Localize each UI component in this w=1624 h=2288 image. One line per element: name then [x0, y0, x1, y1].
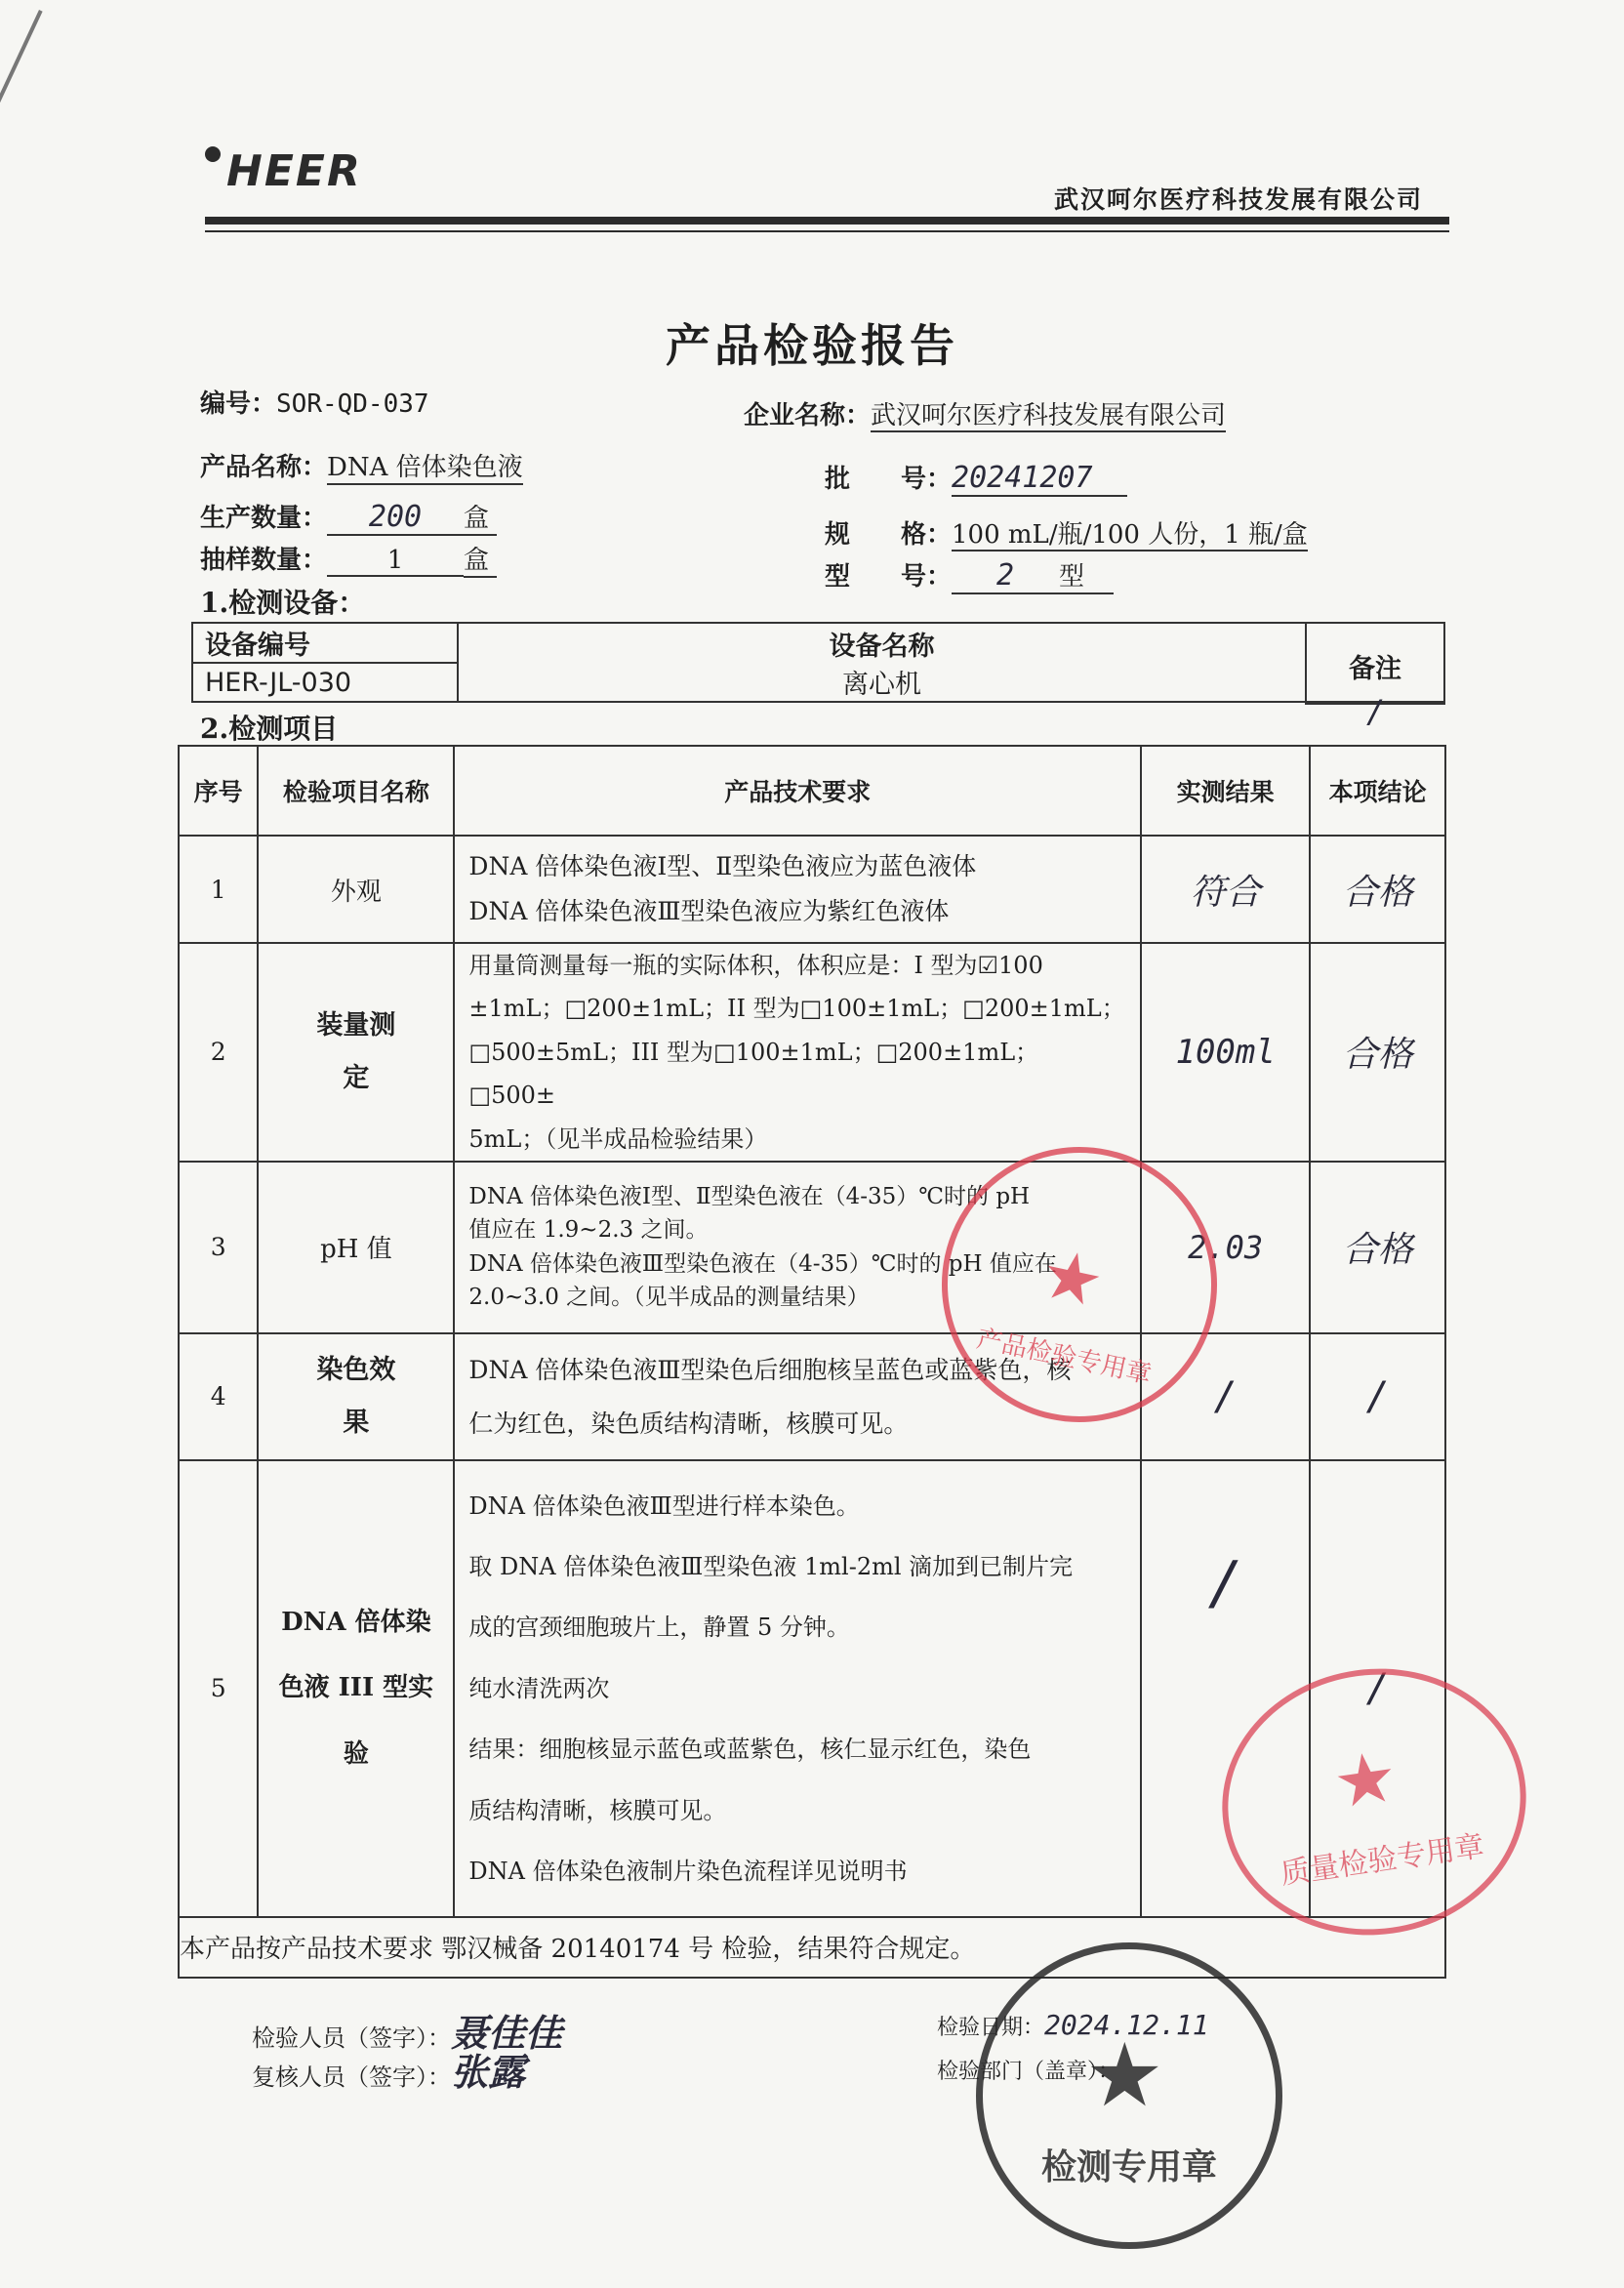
- section-equipment-title: 1.检测设备：: [200, 587, 366, 619]
- table-row: 1 外观 DNA 倍体染色液Ⅰ型、Ⅱ型染色液应为蓝色液体 DNA 倍体染色液Ⅲ型染色液应为紫红色液体 符合 合格: [179, 836, 1445, 943]
- col-item-name: 检验项目名称: [258, 746, 454, 836]
- col-conclusion: 本项结论: [1310, 746, 1445, 836]
- equipment-col-note: 备注: [1306, 623, 1444, 702]
- inspection-dept: 检验部门（盖章）：: [937, 2060, 1120, 2084]
- header-rule-thin: [205, 230, 1449, 232]
- scan-mark: [0, 10, 43, 232]
- product-name: 产品名称：DNA 倍体染色液: [200, 447, 523, 485]
- equipment-id: HER-JL-030: [192, 663, 458, 702]
- conclusion-value: 合格: [1310, 1162, 1445, 1333]
- col-no: 序号: [179, 746, 258, 836]
- conclusion-value: 合格: [1310, 836, 1445, 943]
- result-value: /: [1141, 1333, 1310, 1460]
- conclusion-value: /: [1310, 1460, 1445, 1917]
- stamp-star-icon: ★: [1328, 1734, 1402, 1825]
- inspector: 检验人员（签字）：聂佳佳: [252, 2012, 563, 2055]
- production-qty: 生产数量： 200 盒: [200, 498, 497, 536]
- batch: 批 号：20241207: [825, 459, 1127, 497]
- header-rule-thick: [205, 217, 1449, 225]
- spec: 规 格：100 mL/瓶/100 人份，1 瓶/盒: [825, 520, 1308, 550]
- model: 型 号： 2 型: [825, 556, 1114, 594]
- stamp-star-icon: ★: [1034, 1232, 1111, 1324]
- equipment-col-name: 设备名称: [458, 623, 1306, 663]
- result-value: /: [1141, 1460, 1310, 1917]
- requirement-text: DNA 倍体染色液Ⅲ型染色后细胞核呈蓝色或蓝紫色，核 仁为红色，染色质结构清晰，核膜可见。: [454, 1333, 1141, 1460]
- requirement-text: DNA 倍体染色液Ⅰ型、Ⅱ型染色液在（4-35）℃时的 pH 值应在 1.9~2.3 之间。 DNA 倍体染色液Ⅲ型染色液在（4-35）℃时的 pH 值应在 2.0~3.0 之间。（见半成品的测量结果）: [454, 1162, 1141, 1333]
- company-logo: HEER: [205, 146, 362, 196]
- enterprise: 企业名称：武汉呵尔医疗科技发展有限公司: [744, 401, 1227, 430]
- equipment-col-id: 设备编号: [192, 623, 458, 663]
- requirement-text: 用量筒测量每一瓶的实际体积，体积应是：I 型为☑100 ±1mL；□200±1mL；II 型为□100±1mL；□200±1mL； □500±5mL；III 型为□100±1mL；□200±1mL； □500± 5mL；（见半成品检验结果）: [454, 943, 1141, 1162]
- conclusion-value: 合格: [1310, 943, 1445, 1162]
- inspection-date: 检验日期：2024.12.11: [937, 2009, 1209, 2041]
- equipment-note-value: /: [1366, 693, 1386, 730]
- stamp-testing-dedicated: ★ 检测专用章: [976, 1942, 1282, 2249]
- logo-dot-icon: [205, 146, 221, 162]
- stamp-star-icon: ★: [1085, 2024, 1164, 2127]
- sample-qty: 抽样数量： 1 盒: [200, 540, 497, 578]
- result-value: 符合: [1141, 836, 1310, 943]
- table-row: 2 装量测定 用量筒测量每一瓶的实际体积，体积应是：I 型为☑100 ±1mL；□200±1mL；II 型为□100±1mL；□200±1mL； □500±5mL；III 型为□100±1mL；□200±1mL； □500± 5mL；（见半成品检验结果） 100ml 合格: [179, 943, 1445, 1162]
- table-row: 3 pH 值 DNA 倍体染色液Ⅰ型、Ⅱ型染色液在（4-35）℃时的 pH 值应在 1.9~2.3 之间。 DNA 倍体染色液Ⅲ型染色液在（4-35）℃时的 pH 值应在 2.0~3.0 之间。（见半成品的测量结果） 2.03 合格: [179, 1162, 1445, 1333]
- col-requirement: 产品技术要求: [454, 746, 1141, 836]
- result-value: 100ml: [1141, 943, 1310, 1162]
- stamp-product-inspection: ★ 产品检验专用章: [916, 1122, 1242, 1448]
- header-company: 武汉呵尔医疗科技发展有限公司: [1054, 185, 1424, 214]
- equipment-name: 离心机: [458, 663, 1306, 702]
- reviewer: 复核人员（签字）：张露: [252, 2051, 526, 2094]
- footer-note: 本产品按产品技术要求 鄂汉械备 20140174 号 检验，结果符合规定。: [179, 1917, 1445, 1978]
- conclusion-value: /: [1310, 1333, 1445, 1460]
- section-items-title: 2.检测项目: [200, 713, 339, 745]
- result-value: 2.03: [1141, 1162, 1310, 1333]
- requirement-text: DNA 倍体染色液Ⅰ型、Ⅱ型染色液应为蓝色液体 DNA 倍体染色液Ⅲ型染色液应为紫红色液体: [454, 836, 1141, 943]
- page-title: 产品检验报告: [666, 319, 958, 372]
- stamp-quality-inspection: ★ 质量检验专用章: [1205, 1650, 1544, 1955]
- table-row: 5 DNA 倍体染色液 III 型实验 DNA 倍体染色液Ⅲ型进行样本染色。 取 DNA 倍体染色液Ⅲ型染色液 1ml-2ml 滴加到已制片完 成的宫颈细胞玻片上，静置 5 分钟。 纯水清洗两次 结果：细胞核显示蓝色或蓝紫色，核仁显示红色，染色 质结构清晰，核膜可见。 DNA 倍体染色液制片染色流程详见说明书 / /: [179, 1460, 1445, 1917]
- col-result: 实测结果: [1141, 746, 1310, 836]
- table-row: 4 染色效果 DNA 倍体染色液Ⅲ型染色后细胞核呈蓝色或蓝紫色，核 仁为红色，染色质结构清晰，核膜可见。 / /: [179, 1333, 1445, 1460]
- requirement-text: DNA 倍体染色液Ⅲ型进行样本染色。 取 DNA 倍体染色液Ⅲ型染色液 1ml-2ml 滴加到已制片完 成的宫颈细胞玻片上，静置 5 分钟。 纯水清洗两次 结果：细胞核显示蓝色或蓝紫色，核仁显示红色，染色 质结构清晰，核膜可见。 DNA 倍体染色液制片染色流程详见说明书: [454, 1460, 1141, 1917]
- equipment-table: [191, 622, 1445, 705]
- doc-no: 编号：SOR-QD-037: [200, 389, 429, 419]
